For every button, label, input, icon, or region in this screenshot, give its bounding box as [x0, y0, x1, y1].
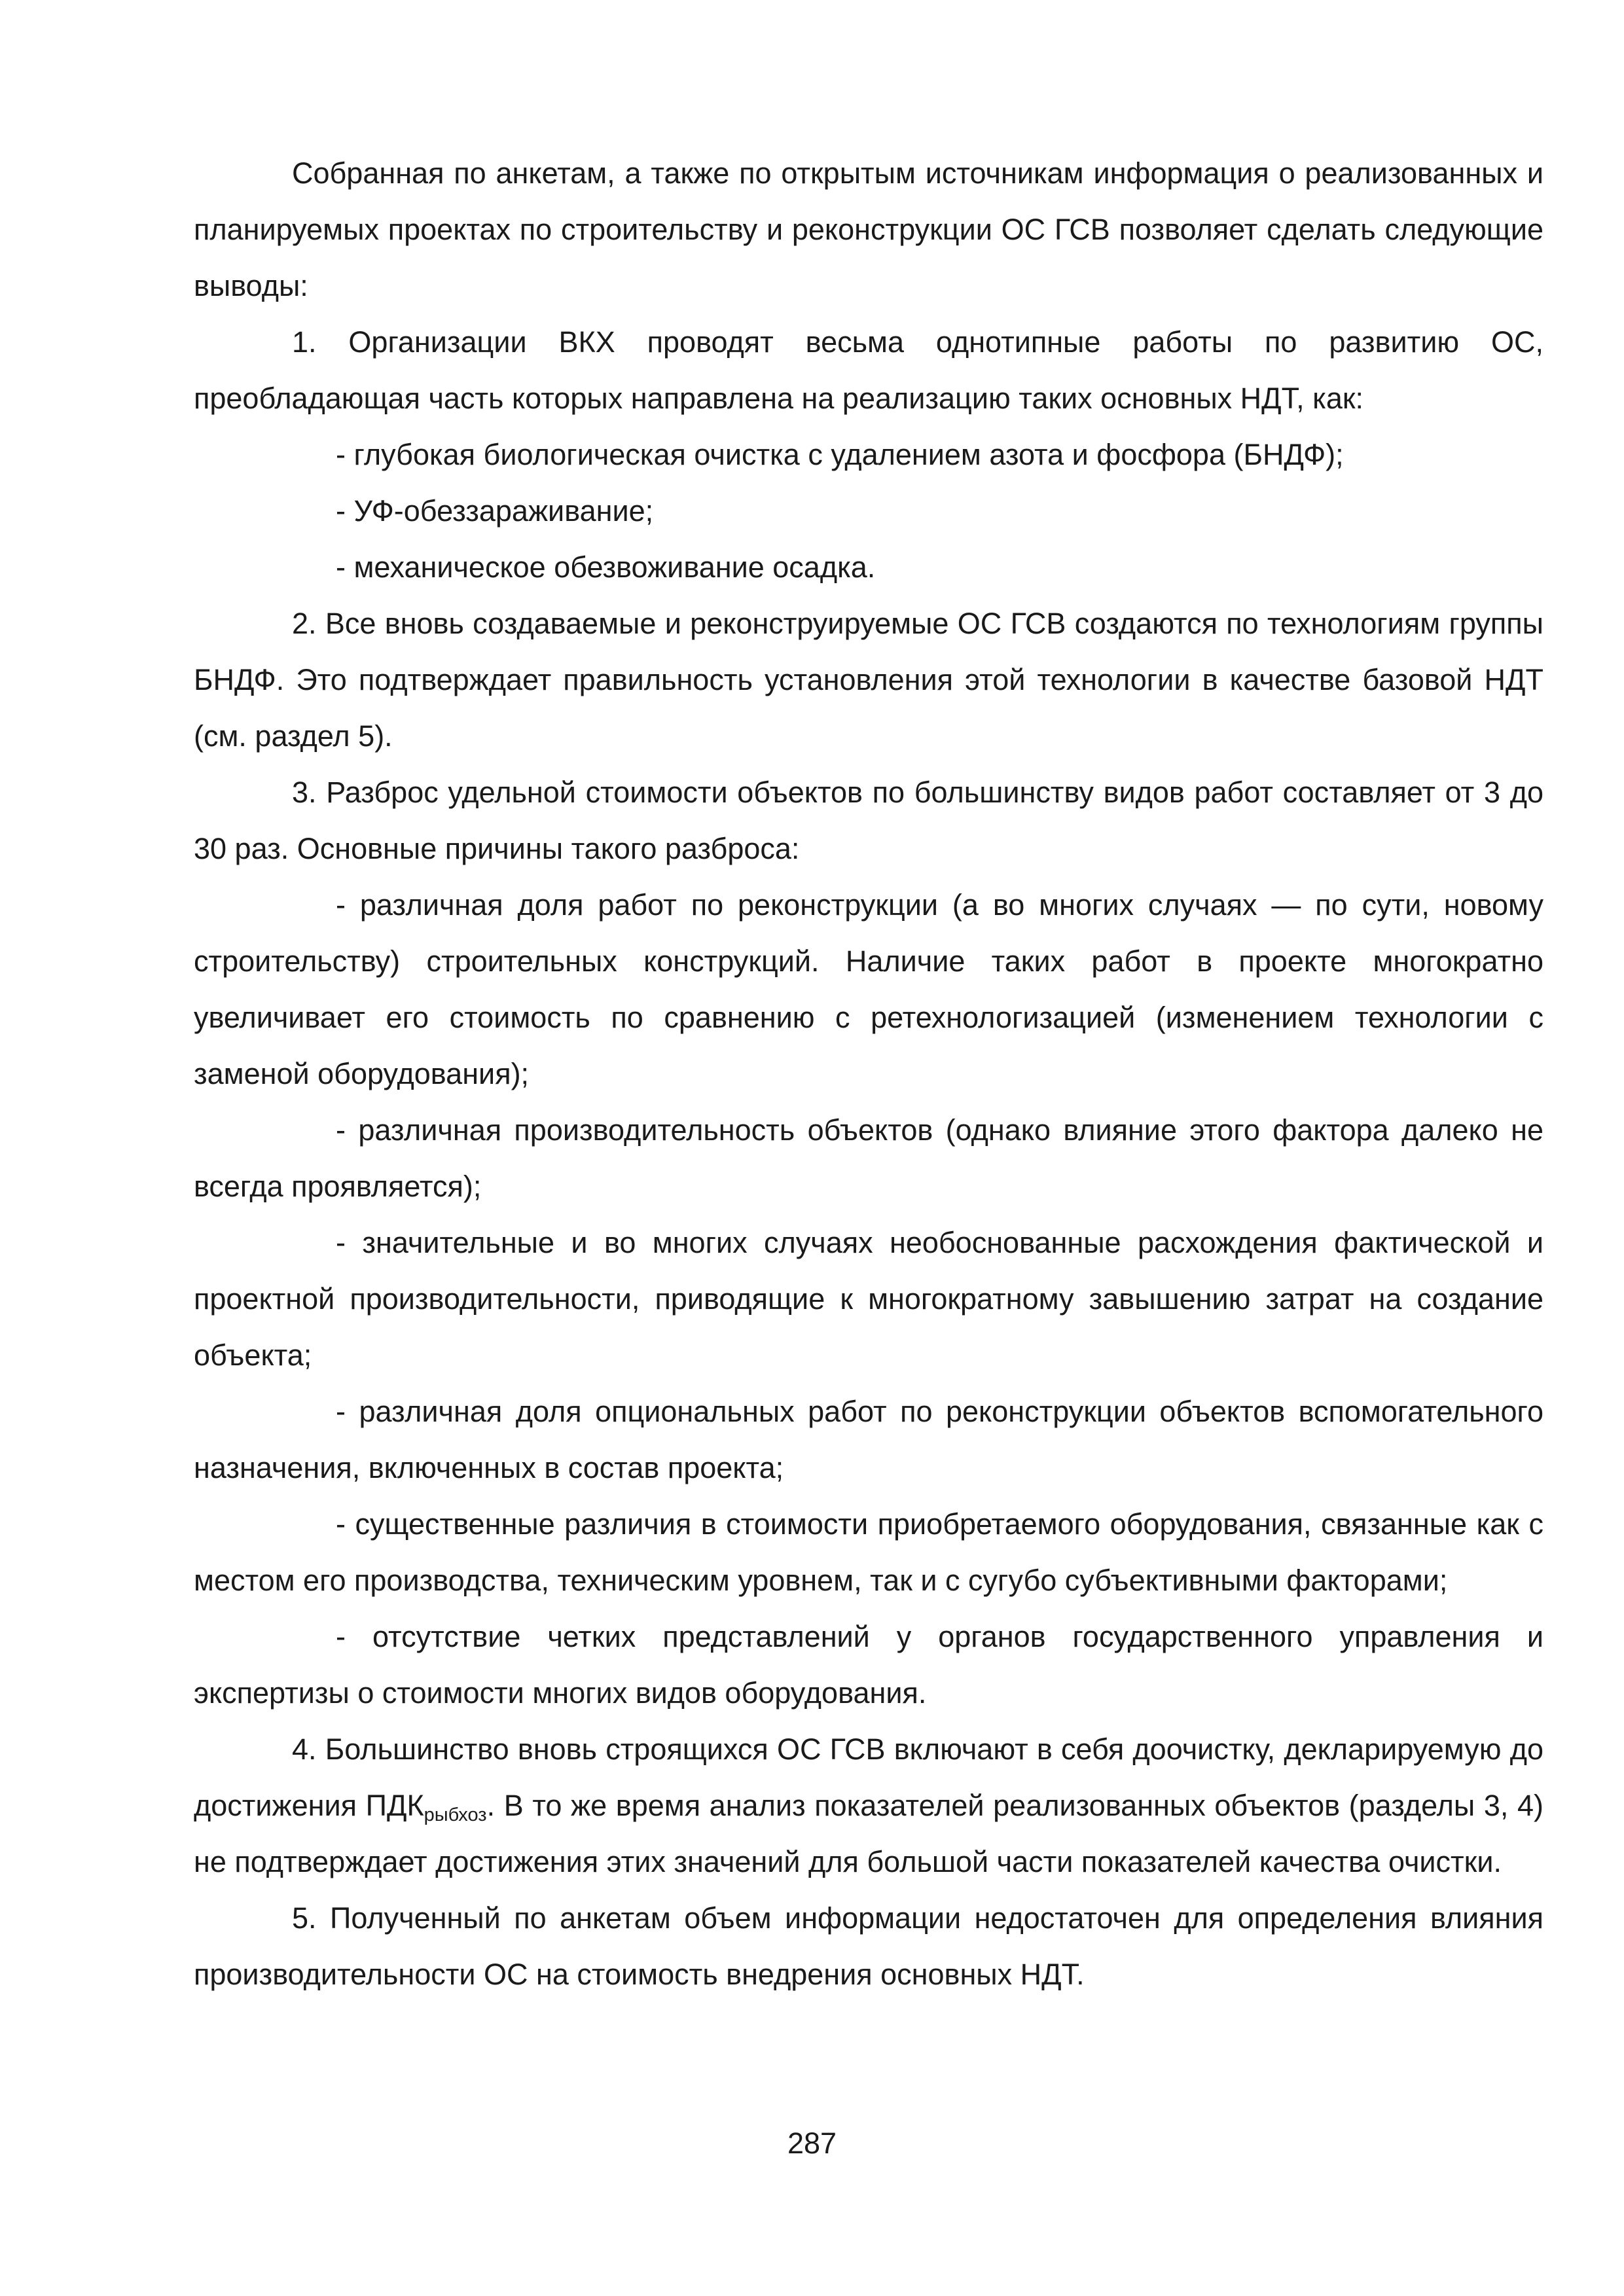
bullet-reconstruction-share: - различная доля работ по реконструкции (а во многих случаях — по сути, новому строительству) строительных конструкций. Наличие таких работ в проекте многократно увеличивает его стоимость по сравнению с ретехнологизацией (изменением технологии с заменой оборудования);	[194, 888, 1543, 1090]
bullet-capacity: - различная производительность объектов (однако влияние этого фактора далеко не всегда проявляется);	[194, 1113, 1543, 1203]
page-number: 287	[787, 2126, 837, 2160]
bullet-sludge-dewatering: - механическое обезвоживание осадка.	[336, 550, 876, 584]
document-body	[194, 145, 1543, 2003]
conclusion-5-paragraph: 5. Полученный по анкетам объем информации недостаточен для определения влияния производительности ОС на стоимость внедрения основных НДТ.	[194, 1901, 1543, 1991]
conclusion-2-paragraph: 2. Все вновь создаваемые и реконструируемые ОС ГСВ создаются по технологиям группы БНДФ. Это подтверждает правильность установления этой технологии в качестве базовой НДТ (см. раздел 5).	[194, 607, 1543, 753]
intro-paragraph: Собранная по анкетам, а также по открытым источникам информация о реализованных и планируемых проектах по строительству и реконструкции ОС ГСВ позволяет сделать следующие выводы:	[194, 156, 1543, 302]
conclusion-3-paragraph: 3. Разброс удельной стоимости объектов по большинству видов работ составляет от 3 до 30 раз. Основные причины такого разброса:	[194, 776, 1543, 865]
bullet-capacity-discrepancy: - значительные и во многих случаях необоснованные расхождения фактической и проектной производительности, приводящие к многократному завышению затрат на создание объекта;	[194, 1226, 1543, 1372]
bullet-expertise: - отсутствие четких представлений у органов государственного управления и экспертизы о стоимости многих видов оборудования.	[194, 1620, 1543, 1710]
bullet-uv-disinfection: - УФ-обеззараживание;	[336, 494, 654, 528]
conclusion-4-text-end: . В то же время анализ показателей реализованных объектов (разделы 3, 4) не подтверждает достижения этих значений для большой части показателей качества очистки.	[194, 1789, 1543, 1878]
conclusion-1-paragraph: 1. Организации ВКХ проводят весьма однотипные работы по развитию ОС, преобладающая часть которых направлена на реализацию таких основных НДТ, как:	[194, 325, 1543, 415]
bullet-equipment-cost: - существенные различия в стоимости приобретаемого оборудования, связанные как с местом его производства, техническим уровнем, так и с сугубо субъективными факторами;	[194, 1507, 1543, 1597]
bullet-bndf: - глубокая биологическая очистка с удалением азота и фосфора (БНДФ);	[336, 438, 1344, 471]
bullet-optional-works: - различная доля опциональных работ по реконструкции объектов вспомогательного назначения, включенных в состав проекта;	[194, 1395, 1543, 1484]
conclusion-4-text-start: 4. Большинство вновь строящихся ОС ГСВ включают в себя доочистку, декларируемую до достижения ПДК	[194, 1732, 1543, 1822]
pdk-subscript: рыбхоз	[424, 1804, 487, 1825]
conclusion-4-paragraph	[194, 1721, 1543, 1890]
